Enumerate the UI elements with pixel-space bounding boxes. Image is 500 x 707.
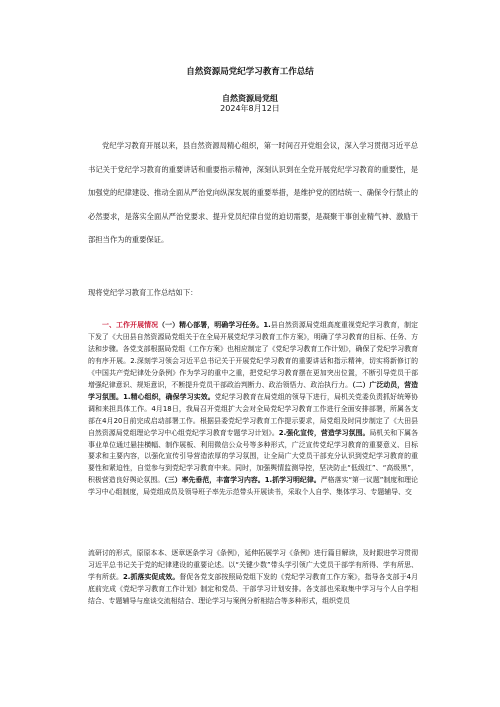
item-3-title: 1.精心组织，确保学习实效。	[123, 392, 215, 401]
item-6-text: 流研讨的形式，原原本本、逐章逐条学习《条例》，延伸拓展学习《条例》进行篇目解读，及时跟进学习贯彻习近平总书记关于党的纪律建设的重要论述。以“关键少数”带头学引领广大党员干部学有所得、学有所思、学有所获。	[88, 549, 418, 581]
item-3-text: 党纪学习教育在局党组的领导下进行，局机关党委负责抓好统筹协调和来担具体工作。4月18日，我局召开党组扩大会对全局党纪学习教育工作进行全面安排部署，所属各支部在4月20日前完成启动部署工作。根据县委党纪学习教育工作提示要求，局党组及时同步制定了《大田县自然资源局党组理论学习中心组党纪学习教育专题学习计划》。	[88, 392, 418, 437]
section-1-continued	[88, 548, 418, 608]
item-4-title: 2.强化宣传，营造学习氛围。	[278, 428, 370, 437]
issuing-organization: 自然资源局党组	[222, 94, 278, 103]
section-1-body	[88, 320, 418, 499]
subsection-2-heading: （二）广泛动员，营造学习氛围。	[88, 380, 418, 401]
lead-line: 现将党纪学习教育工作总结如下：	[88, 288, 198, 297]
item-5-title: 1.抓学习明纪律。	[264, 476, 321, 485]
section-1-heading: 一、工作开展情况	[102, 321, 159, 329]
item-1-text: 制定下发了《大田县自然资源局党组关于在全局开展党纪学习教育工作方案》，明确了学习教育的目标、任务、方法和步骤。各党支部根据局党组《工作方案》也相应制定了《党纪学习教育工作计划》，确保了党纪学习教育的有序开展。	[88, 321, 419, 365]
item-7-title: 2.抓落实促成效。	[122, 572, 180, 581]
subsection-3-heading: （三）率先垂范，丰富学习内容。	[164, 476, 265, 485]
subsection-1-heading: （一）精心部署，明确学习任务。	[158, 321, 264, 329]
intro-paragraph: 党纪学习教育开展以来，县自然资源局精心组织，第一时间召开党组会议，深入学习贯彻习近平总书记关于党纪学习教育的重要讲话和重要指示精神，深刻认识到在全党开展党纪学习教育的重要性，是加强党的纪律建设、推动全面从严治党向纵深发展的重要举措，是维护党的团结统一、确保令行禁止的必然要求，是落实全面从严治党要求、提升党员纪律自觉的迫切需要，是凝聚干事创业精气神、激励干部担当作为的重要保证。	[88, 141, 418, 245]
document-date: 2024年8月12日	[220, 104, 280, 113]
document-title: 自然资源局党纪学习教育工作总结	[186, 67, 314, 77]
item-2-text: 2.深刻学习领会习近平总书记关于开展党纪学习教育的重要讲话和指示精神，切实将新修订的《中国共产党纪律处分条例》作为学习的重中之重，把党纪学习教育摆在更加突出位置，不断引导党员干部增强纪律意识、规矩意识，不断提升党员干部政治判断力、政治领悟力、政治执行力。	[88, 356, 418, 389]
item-7-text: 督促各党支部按照局党组下发的《党纪学习教育工作方案》，指导各支部于4月底前完成《党纪学习教育工作计划》制定和党员、干部学习计划安排。各支部也采取集中学习与个人自学相结合、专题辅导与座谈交流相结合、理论学习与案例分析相结合等多种形式，组织党员	[88, 572, 418, 605]
item-1-lead: 县自然资源局党组高度重视党纪学习教育，	[270, 321, 405, 329]
item-1-number: 1.	[263, 321, 271, 329]
item-4-text: 局机关和下属各事业单位通过悬挂横幅、制作展板、利用微信公众号等多种形式，广泛宣传党纪学习教育的重要意义、目标要求和主要内容，以强化宣传引导营造浓厚的学习氛围，让全局广大党员干部充分认识到党纪学习教育的重要性和紧迫性，自觉参与到党纪学习教育中来。同时，加强舆情监测导控，坚决防止“低级红”、“高级黑”，积极营造良好舆论氛围。	[88, 428, 418, 485]
item-5-text: 严格落实“第一议题”制度和理论学习中心组制度，局党组成员及领导班子率先示范带头开展读书，采取个人自学、集体学习、专题辅导、交	[88, 476, 418, 497]
